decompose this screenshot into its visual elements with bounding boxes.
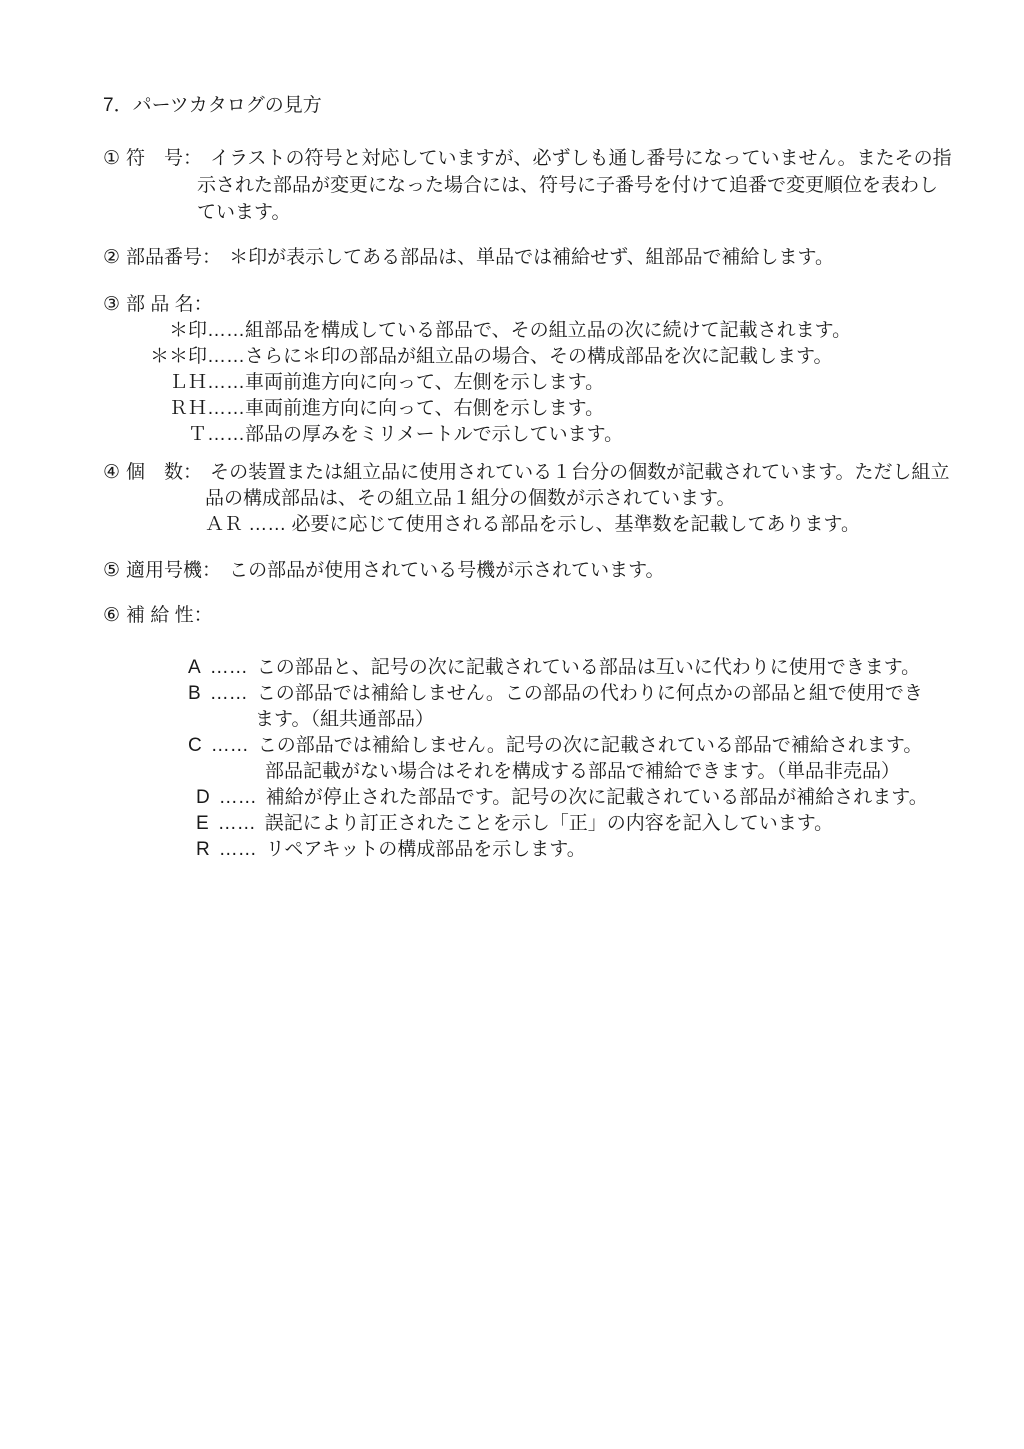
legend-row-lh xyxy=(0,370,1024,396)
legend-row-rh xyxy=(0,396,1024,422)
leader-dots: …… xyxy=(207,320,245,341)
item-6-label: 補 給 性： xyxy=(126,605,213,626)
leader-dots: …… xyxy=(209,683,248,704)
item-5-heading xyxy=(0,558,1024,584)
legend-key: ＲＨ xyxy=(168,398,207,419)
item-3-label: 部 品 名： xyxy=(126,294,213,315)
item-1-number: ① xyxy=(103,148,121,169)
supply-code-list xyxy=(0,655,1024,863)
supply-code-text: この部品と、記号の次に記載されている部品は互いに代わりに使用できます。 xyxy=(256,657,921,678)
legend-row-t xyxy=(0,422,1024,448)
leader-dots: …… xyxy=(218,787,257,808)
item-4-ar-note: ＡＲ …… 必要に応じて使用される部品を示し、基準数を記載してあります。 xyxy=(205,514,861,535)
legend-text: 車両前進方向に向って、左側を示します。 xyxy=(245,372,605,393)
catalog-item-6 xyxy=(0,603,1024,863)
item-5-line-1: この部品が使用されている号機が示されています。 xyxy=(229,560,665,581)
legend-row-double-asterisk xyxy=(0,344,1024,370)
supply-code-row-c-cont: 部品記載がない場合はそれを構成する部品で補給できます。（単品非売品） xyxy=(265,761,900,782)
supply-code-key: A xyxy=(188,657,201,678)
leader-dots: …… xyxy=(217,813,256,834)
supply-code-row-r xyxy=(0,837,1024,863)
leader-dots: …… xyxy=(209,657,248,678)
legend-key: ＊＊印 xyxy=(149,346,207,367)
catalog-item-2 xyxy=(0,245,1024,271)
leader-dots: …… xyxy=(207,424,245,445)
supply-code-key: C xyxy=(188,735,202,756)
legend-text: 組部品を構成している部品で、その組立品の次に続けて記載されます。 xyxy=(245,320,852,341)
item-1-line-1: イラストの符号と対応していますが、必ずしも通し番号になっていません。またその指 xyxy=(210,148,952,169)
item-1-line-2: 示された部品が変更になった場合には、符号に子番号を付けて追番で変更順位を表わし xyxy=(197,175,939,196)
item-4-line-1: その装置または組立品に使用されている１台分の個数が記載されています。ただし組立 xyxy=(210,462,950,483)
page-title: 7．パーツカタログの見方 xyxy=(103,95,322,116)
leader-dots: …… xyxy=(218,839,257,860)
supply-code-row-b-cont: ます。（組共通部品） xyxy=(255,709,434,730)
item-1-label: 符 号： xyxy=(126,148,203,169)
legend-row-asterisk xyxy=(0,318,1024,344)
item-3-number: ③ xyxy=(103,294,121,315)
item-2-heading xyxy=(0,245,1024,271)
legend-text: 部品の厚みをミリメートルで示しています。 xyxy=(245,424,624,445)
item-4-number: ④ xyxy=(103,462,121,483)
legend-text: さらに＊印の部品が組立品の場合、その構成部品を次に記載します。 xyxy=(245,346,833,367)
supply-code-row-d xyxy=(0,785,1024,811)
leader-dots: …… xyxy=(207,346,245,367)
item-1-heading xyxy=(0,145,1024,172)
legend-key: ＊印 xyxy=(168,320,207,341)
item-1-line-3: ています。 xyxy=(197,202,291,223)
item-2-number: ② xyxy=(103,247,121,268)
supply-code-row-b xyxy=(0,681,1024,707)
supply-code-row-e xyxy=(0,811,1024,837)
item-2-label: 部品番号： xyxy=(126,247,222,268)
item-3-heading xyxy=(0,292,1024,318)
item-6-heading xyxy=(0,603,1024,629)
leader-dots: …… xyxy=(210,735,249,756)
legend-key: Ｔ xyxy=(187,424,207,445)
catalog-item-3 xyxy=(0,292,1024,448)
supply-code-text: この部品では補給しません。記号の次に記載されている部品で補給されます。 xyxy=(257,735,923,756)
leader-dots: …… xyxy=(207,372,245,393)
item-4-label: 個 数： xyxy=(126,462,203,483)
supply-code-text: 誤記により訂正されたことを示し「正」の内容を記入しています。 xyxy=(264,813,834,834)
supply-code-row-a xyxy=(0,655,1024,681)
supply-code-key: E xyxy=(196,813,209,834)
leader-dots: …… xyxy=(207,398,245,419)
item-5-label: 適用号機： xyxy=(126,560,222,581)
supply-code-text: この部品では補給しません。この部品の代わりに何点かの部品と組で使用でき xyxy=(256,683,923,704)
legend-text: 車両前進方向に向って、右側を示します。 xyxy=(245,398,605,419)
supply-code-text: 補給が停止された部品です。記号の次に記載されている部品が補給されます。 xyxy=(265,787,928,808)
catalog-item-5 xyxy=(0,558,1024,584)
catalog-item-1 xyxy=(0,145,1024,226)
catalog-item-4 xyxy=(0,460,1024,538)
legend-key: ＬＨ xyxy=(168,372,207,393)
supply-code-key: D xyxy=(196,787,210,808)
item-2-line-1: ＊印が表示してある部品は、単品では補給せず、組部品で補給します。 xyxy=(229,247,835,268)
supply-code-row-c xyxy=(0,733,1024,759)
supply-code-key: B xyxy=(188,683,201,704)
supply-code-key: R xyxy=(196,839,210,860)
item-4-line-2: 品の構成部品は、その組立品１組分の個数が示されています。 xyxy=(205,488,736,509)
item-4-heading xyxy=(0,460,1024,486)
item-5-number: ⑤ xyxy=(103,560,121,581)
supply-code-text: リペアキットの構成部品を示します。 xyxy=(265,839,586,860)
item-6-number: ⑥ xyxy=(103,605,121,626)
